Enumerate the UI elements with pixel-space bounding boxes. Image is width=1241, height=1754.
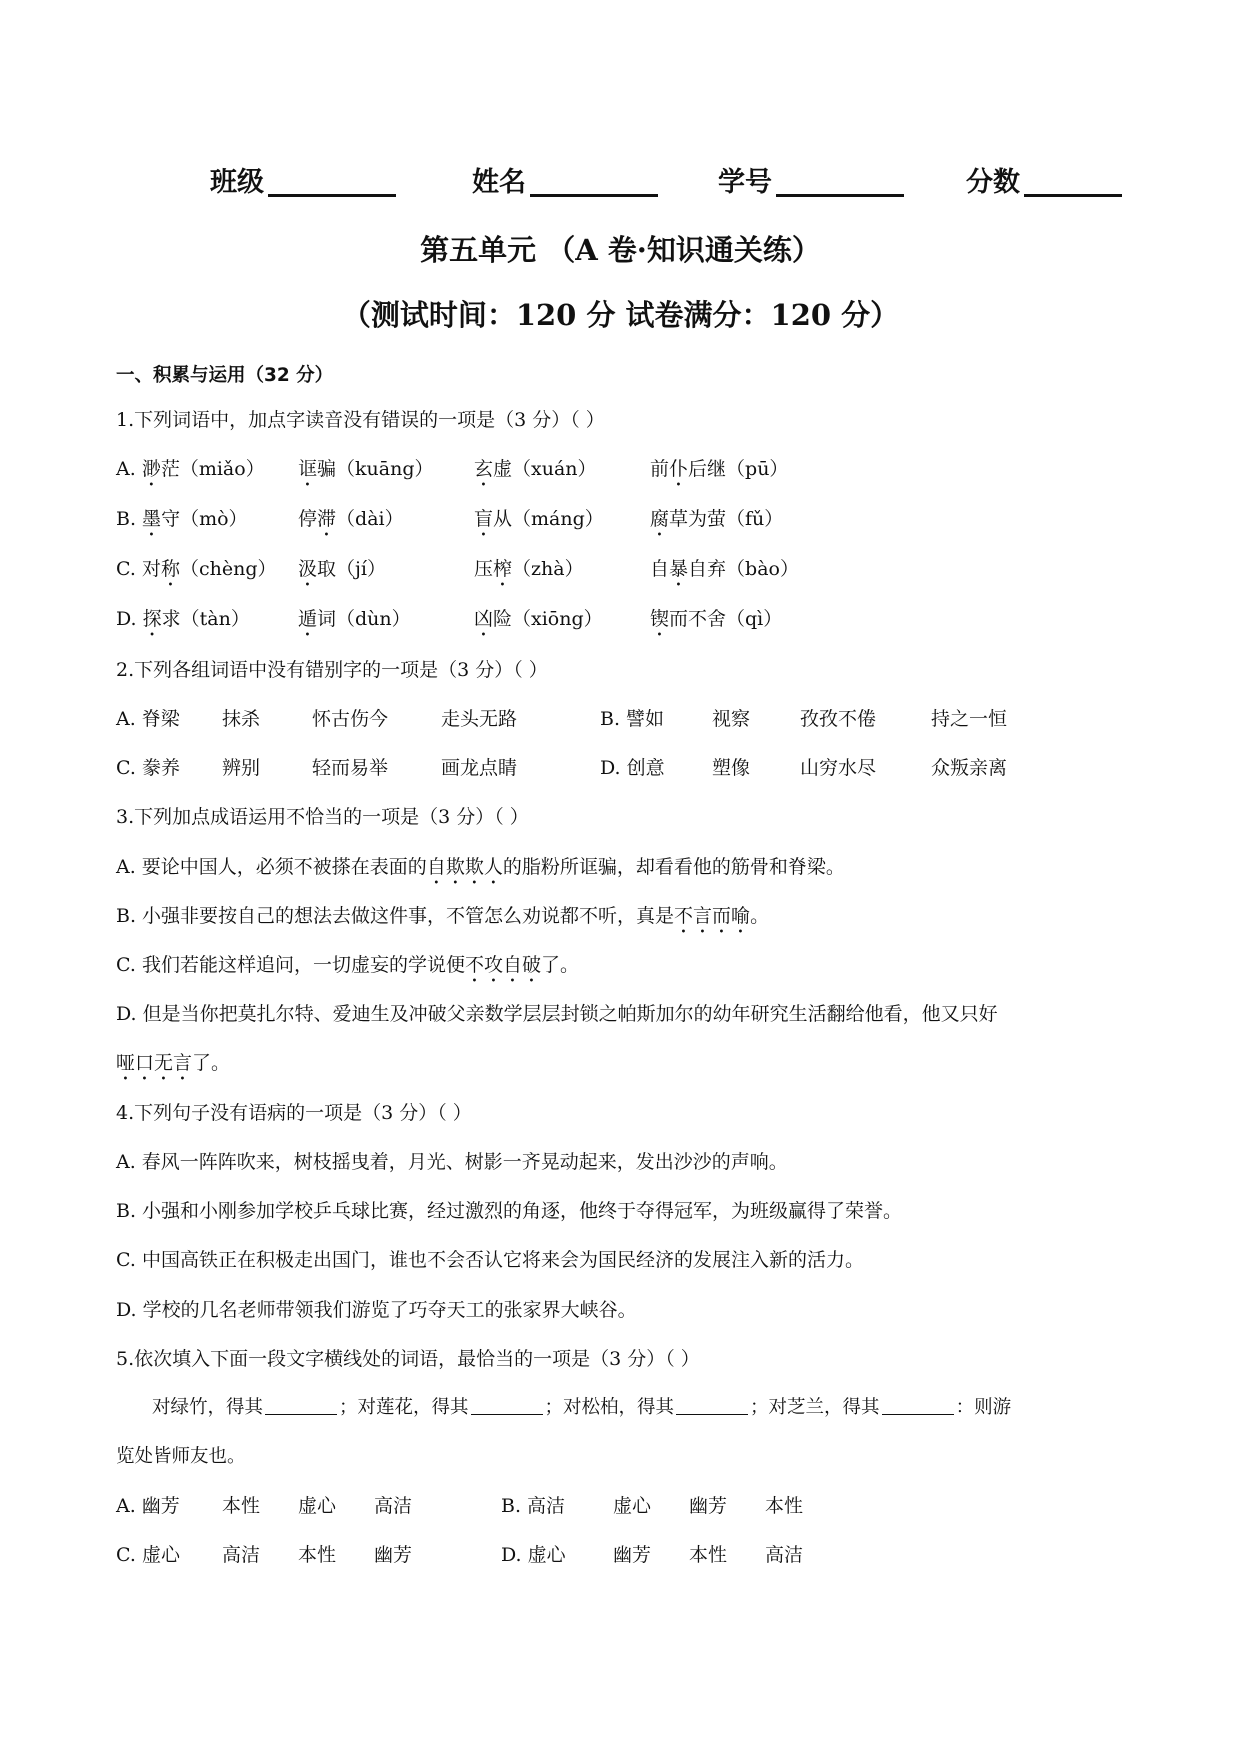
- option-a-word-1: A. 渺茫（miǎo）: [116, 458, 265, 480]
- question-4-option-b: B. 小强和小刚参加学校乒乓球比赛，经过激烈的角逐，他终于夺得冠军，为班级赢得了荣誉。: [116, 1200, 903, 1222]
- passage-blank-4[interactable]: [882, 1394, 954, 1415]
- q5-word: 虚心: [298, 1495, 337, 1517]
- q5-word: D. 虚心: [501, 1544, 566, 1566]
- option-b-word-3: 盲从（máng）: [474, 508, 604, 530]
- option-d-word-4: 锲而不舍（qì）: [650, 608, 783, 630]
- name-blank[interactable]: [530, 166, 658, 197]
- score-blank[interactable]: [1024, 166, 1122, 197]
- q5-word: 幽芳: [613, 1544, 652, 1566]
- option-c-word-4: 自暴自弃（bào）: [650, 558, 799, 580]
- option-b-word-4: 腐草为萤（fǔ）: [650, 508, 784, 530]
- question-3-option-d-line-1: D. 但是当你把莫扎尔特、爱迪生及冲破父亲数学层层封锁之帕斯加尔的幼年研究生活翻给他看，他又只好: [116, 1003, 998, 1025]
- option-a-word-4: 前仆后继（pū）: [650, 458, 789, 480]
- q2-word: 众叛亲离: [931, 757, 1008, 779]
- student-number-label: 学号: [718, 167, 772, 198]
- question-4-option-d: D. 学校的几名老师带领我们游览了巧夺天工的张家界大峡谷。: [116, 1299, 637, 1321]
- option-d-word-1: D. 探求（tàn）: [116, 608, 250, 630]
- option-d-word-3: 凶险（xiōng）: [474, 608, 603, 630]
- q2-word: 山穷水尽: [800, 757, 877, 779]
- passage-blank-1[interactable]: [265, 1394, 337, 1415]
- section-heading: 一、积累与运用（32 分）: [116, 365, 334, 386]
- class-blank[interactable]: [268, 166, 396, 197]
- option-c-word-2: 汲取（jí）: [298, 558, 386, 580]
- question-4-option-a: A. 春风一阵阵吹来，树枝摇曳着，月光、树影一齐晃动起来，发出沙沙的声响。: [116, 1151, 788, 1173]
- page-subtitle: （测试时间：120 分 试卷满分：120 分）: [341, 298, 900, 332]
- q2-word: 辨别: [222, 757, 261, 779]
- score-label: 分数: [966, 167, 1020, 198]
- question-5-passage-end: 览处皆师友也。: [116, 1446, 246, 1467]
- q2-word: D. 创意: [600, 757, 665, 779]
- question-1-stem: 1.下列词语中，加点字读音没有错误的一项是（3 分）（ ）: [116, 409, 605, 431]
- q2-word: 持之一恒: [931, 708, 1008, 730]
- student-info-line: [210, 160, 1150, 200]
- q5-word: 本性: [298, 1544, 337, 1566]
- question-4-option-c: C. 中国高铁正在积极走出国门，谁也不会否认它将来会为国民经济的发展注入新的活力。: [116, 1249, 864, 1271]
- score-field: [966, 160, 1122, 199]
- q2-word: 塑像: [712, 757, 751, 779]
- question-3-option-d-line-2: 哑口无言了。: [116, 1052, 231, 1074]
- option-c-word-3: 压榨（zhà）: [474, 558, 584, 580]
- q5-word: 高洁: [374, 1495, 413, 1517]
- q5-word: 本性: [765, 1495, 804, 1517]
- q5-word: 幽芳: [374, 1544, 413, 1566]
- option-d-word-2: 遁词（dùn）: [298, 608, 411, 630]
- q5-word: B. 高洁: [501, 1495, 566, 1517]
- q5-word: 本性: [689, 1544, 728, 1566]
- q2-word: 孜孜不倦: [800, 708, 877, 730]
- question-5-stem: 5.依次填入下面一段文字横线处的词语，最恰当的一项是（3 分）（ ）: [116, 1348, 700, 1370]
- q5-word: 幽芳: [689, 1495, 728, 1517]
- question-3-option-c: C. 我们若能这样追问，一切虚妄的学说便不攻自破了。: [116, 954, 579, 976]
- passage-blank-3[interactable]: [676, 1394, 748, 1415]
- option-b-word-1: B. 墨守（mò）: [116, 508, 248, 530]
- question-2-stem: 2.下列各组词语中没有错别字的一项是（3 分）（ ）: [116, 659, 548, 681]
- q2-word: B. 譬如: [600, 708, 665, 730]
- name-label: 姓名: [472, 167, 526, 198]
- q2-word: A. 脊梁: [116, 708, 180, 730]
- question-3-stem: 3.下列加点成语运用不恰当的一项是（3 分）（ ）: [116, 806, 529, 828]
- q5-word: 虚心: [613, 1495, 652, 1517]
- question-3-option-b: B. 小强非要按自己的想法去做这件事，不管怎么劝说都不听，真是不言而喻。: [116, 905, 770, 927]
- q2-word: C. 豢养: [116, 757, 180, 779]
- q2-word: 抹杀: [222, 708, 261, 730]
- class-label: 班级: [210, 167, 264, 198]
- option-a-word-3: 玄虚（xuán）: [474, 458, 597, 480]
- option-c-word-1: C. 对称（chèng）: [116, 558, 277, 580]
- q5-word: 高洁: [765, 1544, 804, 1566]
- q2-word: 怀古伤今: [312, 708, 389, 730]
- q2-word: 视察: [712, 708, 751, 730]
- option-a-word-2: 诓骗（kuāng）: [298, 458, 434, 480]
- passage-blank-2[interactable]: [471, 1394, 543, 1415]
- student-number-blank[interactable]: [776, 166, 904, 197]
- class-field: [210, 160, 396, 199]
- question-3-option-a: A. 要论中国人，必须不被搽在表面的自欺欺人的脂粉所诓骗，却看看他的筋骨和脊梁。: [116, 856, 845, 878]
- q5-word: C. 虚心: [116, 1544, 180, 1566]
- q2-word: 走头无路: [441, 708, 518, 730]
- q5-word: 本性: [222, 1495, 261, 1517]
- q2-word: 轻而易举: [312, 757, 389, 779]
- q2-word: 画龙点睛: [441, 757, 518, 779]
- q5-word: 高洁: [222, 1544, 261, 1566]
- name-field: [472, 160, 658, 199]
- question-5-passage: 对绿竹，得其 ；对莲花，得其 ；对松柏，得其 ；对芝兰，得其 ：则游: [152, 1394, 1011, 1422]
- q5-word: A. 幽芳: [116, 1495, 180, 1517]
- question-4-stem: 4.下列句子没有语病的一项是（3 分）（ ）: [116, 1102, 472, 1124]
- student-number-field: [718, 160, 904, 199]
- page-title: 第五单元 （A 卷·知识通关练）: [420, 233, 821, 267]
- option-b-word-2: 停滞（dài）: [298, 508, 404, 530]
